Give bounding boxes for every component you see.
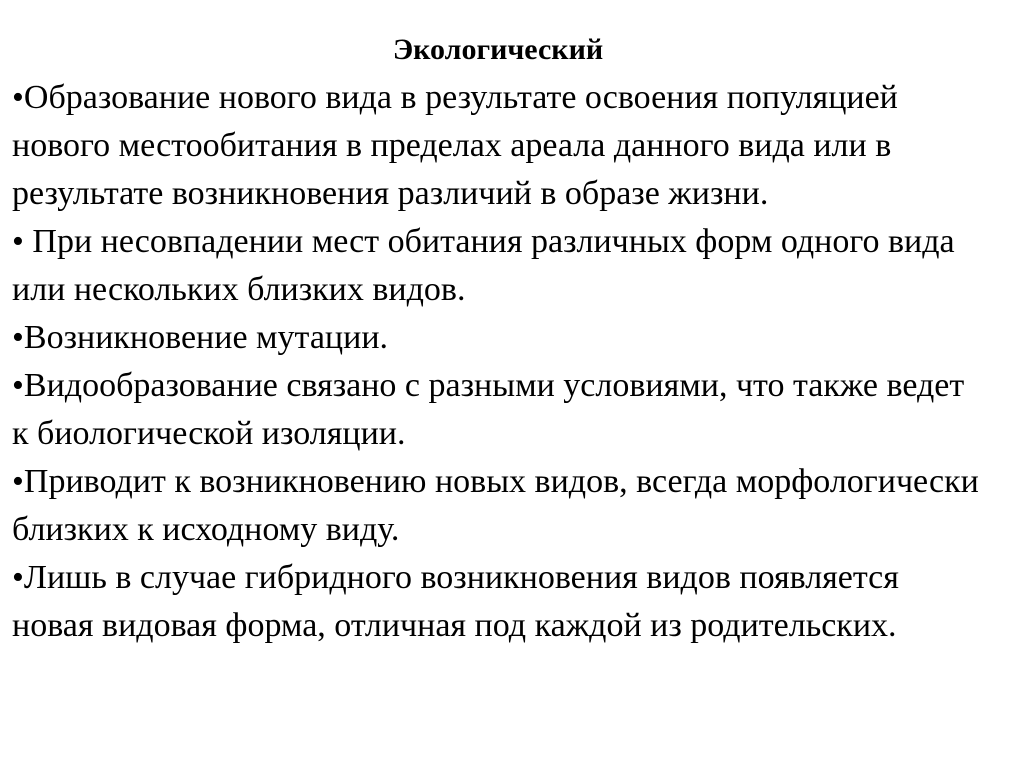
- slide-title: Экологический: [392, 33, 604, 66]
- bullet-item: • При несовпадении мест обитания различных форм одного вида или нескольких близких видов.: [12, 223, 955, 308]
- bullet-list: [12, 74, 984, 650]
- bullet-item: •Лишь в случае гибридного возникновения видов появляется новая видовая форма, отличная под каждой из родительских.: [12, 559, 899, 644]
- bullet-item: •Видообразование связано с разными условиями, что также ведет к биологической изоляции.: [12, 367, 965, 452]
- bullet-item: •Образование нового вида в результате освоения популяцией нового местообитания в пределах ареала данного вида или в результате возникновения различий в образе жизни.: [12, 79, 898, 212]
- bullet-item: •Приводит к возникновению новых видов, всегда морфологически близких к исходному виду.: [12, 463, 979, 548]
- bullet-item: •Возникновение мутации.: [12, 319, 389, 356]
